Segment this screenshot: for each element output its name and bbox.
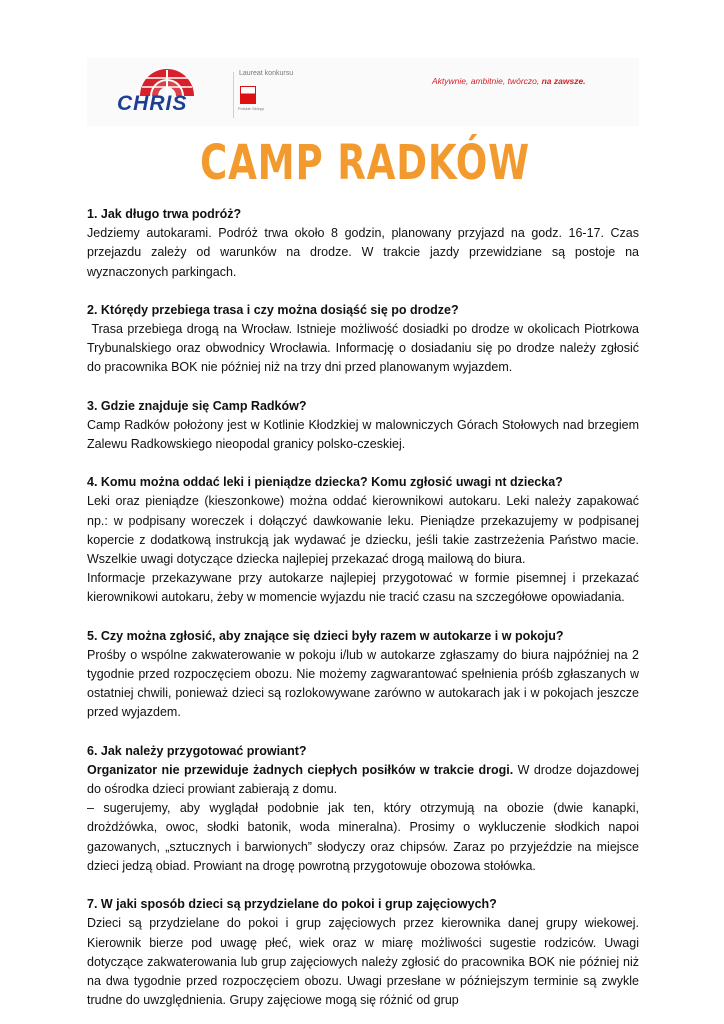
camp-title-text: CAMP RADKÓW — [200, 135, 626, 191]
slogan-emphasis: na zawsze. — [541, 76, 586, 86]
answer-2: Trasa przebiega drogą na Wrocław. Istnieje możliwość dosiadki po drodze w okolicach Piotrkowa Trybunalskiego oraz obwodnicy Wrocławia. Informację o dosiadaniu się po drodze należy zgłosić do pracownika BOK nie później niż na trzy dni przed planowanym wyjazdem. — [87, 322, 643, 375]
answer-1: Jedziemy autokarami. Podróż trwa około 8 godzin, planowany przyjazd na godz. 16-17. Czas przejazdu zależy od warunków na drodze. W trakcie jazdy przewidziane są postoje na wyznaczonych parkingach. — [87, 226, 639, 279]
question-6: 6. Jak należy przygotować prowiant? — [87, 743, 307, 758]
answer-6: – sugerujemy, aby wyglądał podobnie jak ten, który otrzymują na obozie (dwie kanapki, drożdżówka, owoc, słodki batonik, woda mineralna). Prosimy o wykluczenie słodkich napoi gazowanych, „sztucznych i barwionych” słodyczy oraz chipsów. Zaraz po przyjeździe na miejsce dzieci jedzą obiad. Prowiant na drogę powrotną przygotowuje obozowa stołówka. — [87, 801, 639, 873]
question-3: 3. Gdzie znajduje się Camp Radków? — [87, 398, 307, 413]
camp-title-logo — [195, 135, 626, 191]
question-7: 7. W jaki sposób dzieci są przydzielane do pokoi i grup zajęciowych? — [87, 897, 497, 912]
question-4: 4. Komu można oddać leki i pieniądze dziecka? Komu zgłosić uwagi nt dziecka? — [87, 475, 563, 490]
flag-caption: Polskie Sklepy — [238, 106, 265, 111]
question-2: 2. Którędy przebiega trasa i czy można dosiąść się po drodze? — [87, 302, 459, 317]
chris-wordmark: CHRIS — [117, 92, 188, 115]
faq-content — [87, 205, 643, 1010]
chris-logo — [117, 70, 217, 116]
answer-4a: Leki oraz pieniądze (kieszonkowe) można oddać kierownikowi autokaru. Leki należy zapakować np.: w podpisany woreczek i dołączyć dawkowanie leku. Pieniądze przekazujemy w podpisanej kopercie z dodatkową instrukcją jak wydawać je dziecku, jeśli takie zastrzeżenia Państwo macie. Wszelkie uwagi dotyczące dziecka najlepiej przekazać drogą mailową do biura. — [87, 494, 639, 567]
slogan-main: Aktywnie, ambitnie, twórczo, — [432, 76, 540, 86]
slogan — [432, 76, 586, 86]
answer-6-lead — [87, 761, 639, 799]
camp-title-graphic — [195, 135, 626, 191]
answer-6-lead-rest: W drodze dojazdowej do ośrodka dzieci prowiant zabierają z domu. — [87, 762, 639, 797]
flag-icon — [240, 86, 256, 104]
laureate-label: Laureat konkursu — [239, 70, 294, 77]
answer-4b: Informacje przekazywane przy autokarze najlepiej przygotować w formie pisemnej i przekazać kierownikowi autokaru, żeby w momencie wyjazdu nie tracić czasu na szczegółowe opowiadania. — [87, 571, 639, 605]
answer-7: Dzieci są przydzielane do pokoi i grup zajęciowych przez kierownika danej grupy wiekowej. Kierownik bierze pod uwagę płeć, wiek oraz w miarę możliwości sugestie rodziców. Uwagi dotyczące zakwaterowania lub grup zajęciowych należy zgłosić do pracownika BOK nie później niż na dwa tygodnie przed rozpoczęciem obozu. Uwagi przesłane w późniejszym terminie są zwykle trudne do uwzględnienia. Grupy zajęciowe mogą się różnić od grup — [87, 916, 639, 1008]
answer-5: Prośby o wspólne zakwaterowanie w pokoju i/lub w autokarze zgłaszamy do biura najpóźniej na 2 tygodnie przed rozpoczęciem obozu. Nie możemy zagwarantować spełnienia próśb zgłaszanych w ostatniej chwili, ponieważ dzieci są rozlokowywane zarówno w autokarach jak i w pokojach jeszcze przed wyjazdem. — [87, 647, 639, 720]
answer-6-bold-lead: Organizator nie przewiduje żadnych ciepłych posiłków w trakcie drogi. — [87, 762, 514, 777]
question-5: 5. Czy można zgłosić, aby znające się dzieci były razem w autokarze i w pokoju? — [87, 628, 564, 643]
header-banner — [87, 58, 639, 126]
answer-3: Camp Radków położony jest w Kotlinie Kłodzkiej w malowniczych Górach Stołowych nad brzegiem Zalewu Radkowskiego nieopodal granicy polsko-czeskiej. — [87, 417, 639, 452]
header-divider — [233, 72, 234, 118]
question-1: 1. Jak długo trwa podróż? — [87, 207, 242, 221]
